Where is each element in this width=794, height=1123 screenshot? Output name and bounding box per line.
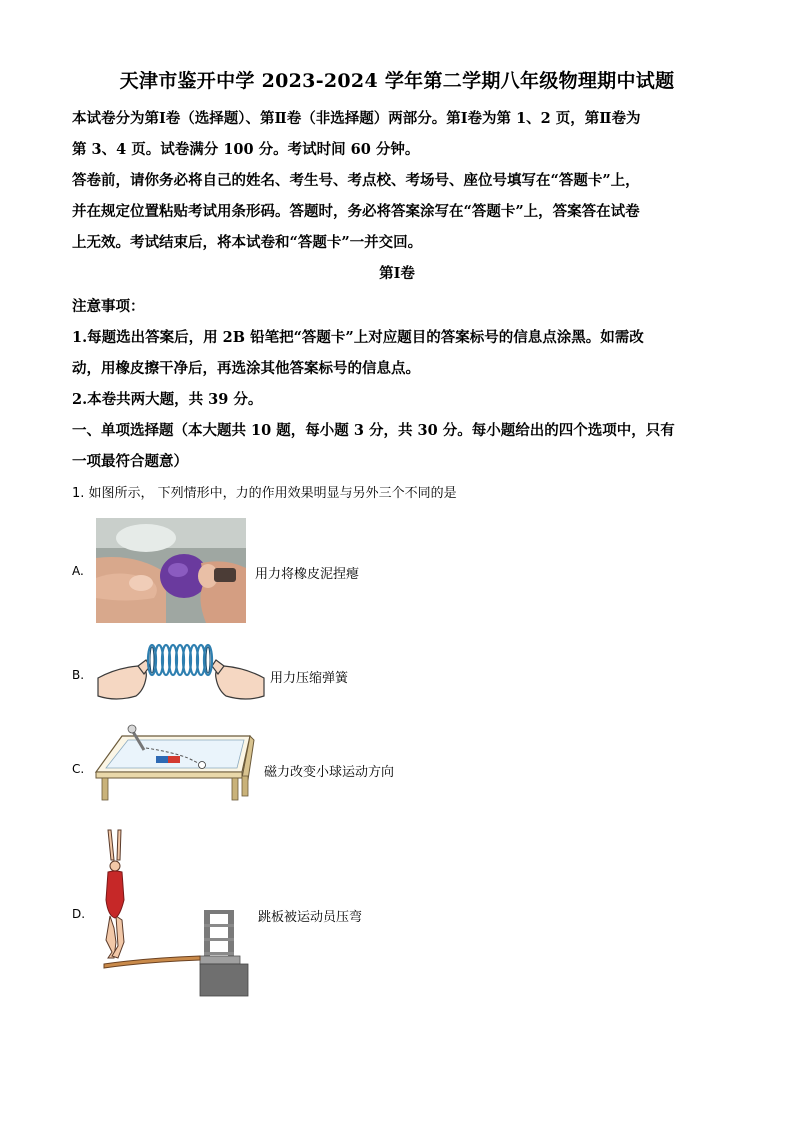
option-a-letter: A. [72,564,84,578]
magnet-ball-illustration [92,722,262,806]
diving-board-illustration [96,828,256,998]
instructions-block [72,103,724,258]
clay-pinch-photo [96,518,246,623]
instruction-line: 并在规定位置粘贴考试用条形码。答题时，务必将答案涂写在“答题卡”上，答案答在试卷 [72,203,640,220]
option-c-caption: 磁力改变小球运动方向 [264,765,395,780]
note-line: 1.每题选出答案后，用 2B 铅笔把“答题卡”上对应题目的答案标号的信息点涂黑。如需改 [72,329,644,346]
option-d-letter: D. [72,907,86,921]
part-heading-line: 一项最符合题意） [72,453,188,470]
instruction-line: 本试卷分为第Ⅰ卷（选择题）、第Ⅱ卷（非选择题）两部分。第Ⅰ卷为第 1、2 页，第Ⅱ卷为 [72,110,641,127]
option-b-letter: B. [72,668,85,682]
question-stem: 1. 如图所示， 下列情形中，力的作用效果明显与另外三个不同的是 [72,486,457,501]
note-line: 2.本卷共两大题，共 39 分。 [72,391,263,408]
option-b-caption: 用力压缩弹簧 [270,671,349,686]
part-heading-line: 一、单项选择题（本大题共 10 题，每小题 3 分，共 30 分。每小题给出的四个选项中，只有 [72,422,675,439]
notes-block [72,291,724,477]
option-d-caption: 跳板被运动员压弯 [258,910,363,925]
page-title: 天津市鉴开中学 2023-2024 学年第二学期八年级物理期中试题 [119,70,675,92]
instruction-line: 答卷前，请你务必将自己的姓名、考生号、考点校、考场号、座位号填写在“答题卡”上， [72,172,640,189]
notes-title: 注意事项： [72,298,145,315]
instruction-line: 第 3、4 页。试卷满分 100 分。考试时间 60 分钟。 [72,141,420,158]
instruction-line: 上无效。考试结束后，将本试卷和“答题卡”一并交回。 [72,234,423,251]
section-heading: 第Ⅰ卷 [379,265,415,282]
note-line: 动，用橡皮擦干净后，再选涂其他答案标号的信息点。 [72,360,420,377]
option-a-caption: 用力将橡皮泥捏瘪 [255,567,360,582]
spring-compress-illustration [96,638,266,710]
option-c-letter: C. [72,762,85,776]
